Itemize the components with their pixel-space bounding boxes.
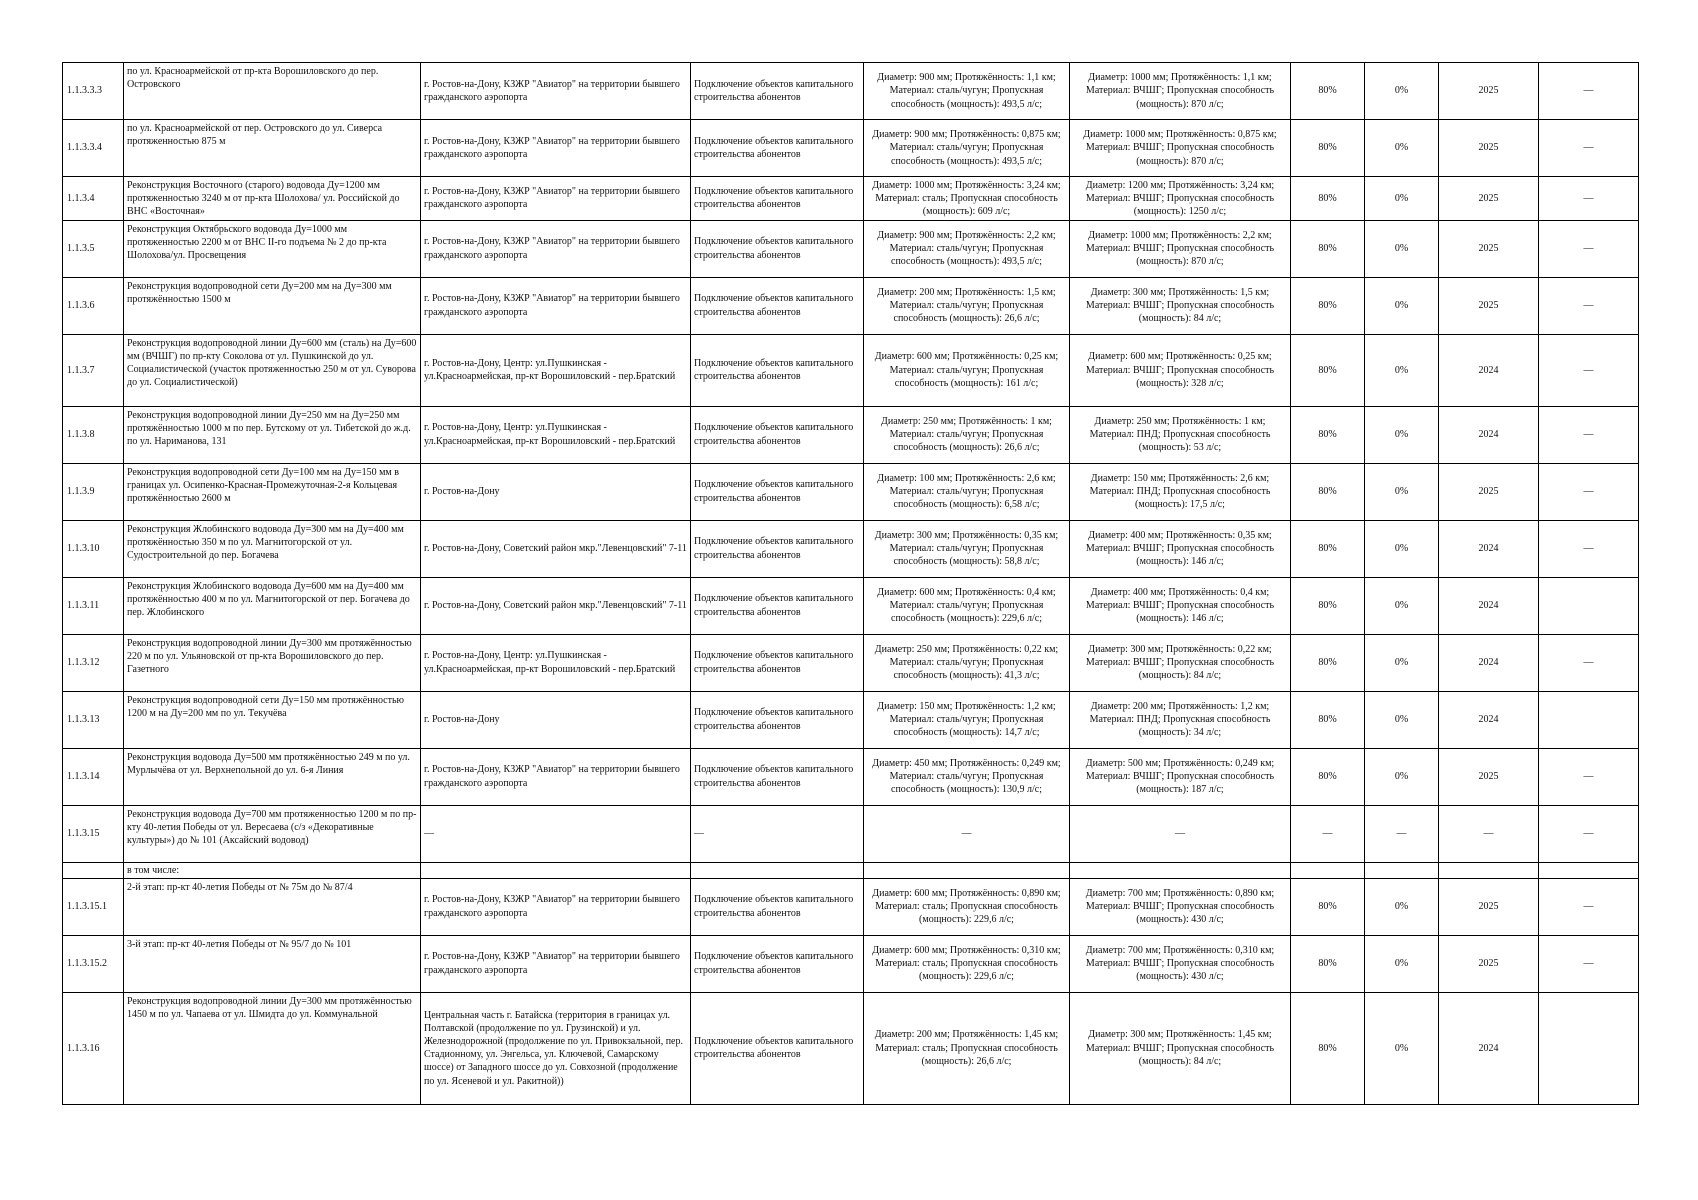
cell-spec-before: Диаметр: 900 мм; Протяжённость: 2,2 км; Материал: сталь/чугун; Пропускная способность (мощность): 493,5 л/с; — [864, 220, 1070, 277]
cell-spec-before: Диаметр: 100 мм; Протяжённость: 2,6 км; Материал: сталь/чугун; Пропускная способность (мощность): 6,58 л/с; — [864, 463, 1070, 520]
cell-row-number: 1.1.3.8 — [63, 406, 124, 463]
cell-year: 2024 — [1439, 634, 1539, 691]
cell-spec-before: Диаметр: 200 мм; Протяжённость: 1,45 км; Материал: сталь; Пропускная способность (мощность): 26,6 л/с; — [864, 992, 1070, 1104]
cell-percent-1: 80% — [1291, 63, 1365, 120]
cell-work-name: Реконструкция водовода Ду=700 мм протяженностью 1200 м по пр-кту 40-летия Победы от ул. Вересаева (с/з «Декоративные культуры») до № 101 (Аксайский водовод) — [124, 805, 421, 862]
cell-year: 2024 — [1439, 334, 1539, 406]
cell-percent-2: 0% — [1365, 992, 1439, 1104]
cell-extra: — — [1539, 463, 1639, 520]
cell-percent-1: 80% — [1291, 120, 1365, 177]
cell-spec-after: Диаметр: 250 мм; Протяжённость: 1 км; Материал: ПНД; Пропускная способность (мощность): 53 л/с; — [1070, 406, 1291, 463]
cell-year — [1439, 862, 1539, 878]
cell-year: 2024 — [1439, 520, 1539, 577]
cell-extra: — — [1539, 177, 1639, 221]
cell-row-number: 1.1.3.14 — [63, 748, 124, 805]
cell-percent-1: 80% — [1291, 520, 1365, 577]
cell-work-name: Реконструкция водопроводной линии Ду=250 мм на Ду=250 мм протяжённостью 1000 м по пер. Бутскому от ул. Тибетской до ж.д. по ул. Нариманова, 131 — [124, 406, 421, 463]
table-row — [63, 520, 1639, 577]
cell-percent-2: 0% — [1365, 520, 1439, 577]
cell-percent-1: 80% — [1291, 406, 1365, 463]
cell-spec-after: Диаметр: 1000 мм; Протяжённость: 1,1 км; Материал: ВЧШГ; Пропускная способность (мощность): 870 л/с; — [1070, 63, 1291, 120]
cell-year: 2024 — [1439, 992, 1539, 1104]
cell-spec-before: Диаметр: 600 мм; Протяжённость: 0,890 км; Материал: сталь; Пропускная способность (мощность): 229,6 л/с; — [864, 878, 1070, 935]
cell-spec-before: Диаметр: 250 мм; Протяжённость: 0,22 км; Материал: сталь/чугун; Пропускная способность (мощность): 41,3 л/с; — [864, 634, 1070, 691]
cell-spec-before: Диаметр: 250 мм; Протяжённость: 1 км; Материал: сталь/чугун; Пропускная способность (мощность): 26,6 л/с; — [864, 406, 1070, 463]
cell-purpose: Подключение объектов капитального строительства абонентов — [691, 878, 864, 935]
table-row — [63, 220, 1639, 277]
cell-location: г. Ростов-на-Дону, КЗЖР "Авиатор" на территории бывшего гражданского аэропорта — [421, 63, 691, 120]
cell-work-name: Реконструкция Октябрьского водовода Ду=1000 мм протяженностью 2200 м от ВНС II-го подъема № 2 до пр-кта Шолохова/ул. Просвещения — [124, 220, 421, 277]
cell-location: Центральная часть г. Батайска (территория в границах ул. Полтавской (продолжение по ул. Грузинской) и ул. Железнодорожной (продолжение по ул. Привокзальной, пер. Стадионному, ул. Энгельса, ул. Ключевой, Самарскому шоссе) от Западного шоссе до ул. Совхозной (продолжение по ул. Ясеневой и ул. Ракитной)) — [421, 992, 691, 1104]
cell-row-number: 1.1.3.9 — [63, 463, 124, 520]
cell-purpose: Подключение объектов капитального строительства абонентов — [691, 992, 864, 1104]
cell-percent-1: 80% — [1291, 334, 1365, 406]
cell-year: 2025 — [1439, 220, 1539, 277]
cell-spec-after: Диаметр: 200 мм; Протяжённость: 1,2 км; Материал: ПНД; Пропускная способность (мощность): 34 л/с; — [1070, 691, 1291, 748]
cell-year: 2025 — [1439, 935, 1539, 992]
cell-purpose: Подключение объектов капитального строительства абонентов — [691, 63, 864, 120]
cell-spec-after: Диаметр: 300 мм; Протяжённость: 1,45 км; Материал: ВЧШГ; Пропускная способность (мощность): 84 л/с; — [1070, 992, 1291, 1104]
cell-row-number: 1.1.3.6 — [63, 277, 124, 334]
cell-spec-after: Диаметр: 300 мм; Протяжённость: 1,5 км; Материал: ВЧШГ; Пропускная способность (мощность): 84 л/с; — [1070, 277, 1291, 334]
cell-row-number: 1.1.3.15 — [63, 805, 124, 862]
cell-year: 2025 — [1439, 120, 1539, 177]
cell-purpose: — — [691, 805, 864, 862]
cell-extra: — — [1539, 805, 1639, 862]
cell-location: г. Ростов-на-Дону, КЗЖР "Авиатор" на территории бывшего гражданского аэропорта — [421, 220, 691, 277]
cell-percent-2: 0% — [1365, 63, 1439, 120]
cell-location — [421, 862, 691, 878]
cell-year: 2024 — [1439, 406, 1539, 463]
cell-row-number: 1.1.3.3.4 — [63, 120, 124, 177]
cell-spec-before: Диаметр: 300 мм; Протяжённость: 0,35 км; Материал: сталь/чугун; Пропускная способность (мощность): 58,8 л/с; — [864, 520, 1070, 577]
cell-location: г. Ростов-на-Дону, КЗЖР "Авиатор" на территории бывшего гражданского аэропорта — [421, 177, 691, 221]
cell-year: 2025 — [1439, 63, 1539, 120]
cell-purpose — [691, 862, 864, 878]
cell-spec-before — [864, 862, 1070, 878]
table-row — [63, 334, 1639, 406]
cell-purpose: Подключение объектов капитального строительства абонентов — [691, 691, 864, 748]
cell-percent-2: 0% — [1365, 935, 1439, 992]
cell-extra: — — [1539, 277, 1639, 334]
cell-row-number: 1.1.3.10 — [63, 520, 124, 577]
cell-year: 2024 — [1439, 577, 1539, 634]
cell-purpose: Подключение объектов капитального строительства абонентов — [691, 334, 864, 406]
cell-year: — — [1439, 805, 1539, 862]
cell-location: — — [421, 805, 691, 862]
cell-work-name: Реконструкция водопроводной линии Ду=300 мм протяжённостью 220 м по ул. Ульяновской от пр-кта Ворошиловского до пер. Газетного — [124, 634, 421, 691]
cell-percent-1: 80% — [1291, 220, 1365, 277]
cell-work-name: по ул. Красноармейской от пер. Островского до ул. Сиверса протяженностью 875 м — [124, 120, 421, 177]
cell-work-name: Реконструкция водовода Ду=500 мм протяжённостью 249 м по ул. Мурлычёва от ул. Верхнепольной до ул. 6-я Линия — [124, 748, 421, 805]
cell-spec-after — [1070, 862, 1291, 878]
cell-spec-after: Диаметр: 1000 мм; Протяжённость: 2,2 км; Материал: ВЧШГ; Пропускная способность (мощность): 870 л/с; — [1070, 220, 1291, 277]
cell-spec-after: Диаметр: 150 мм; Протяжённость: 2,6 км; Материал: ПНД; Пропускная способность (мощность): 17,5 л/с; — [1070, 463, 1291, 520]
cell-purpose: Подключение объектов капитального строительства абонентов — [691, 220, 864, 277]
cell-spec-before: Диаметр: 900 мм; Протяжённость: 1,1 км; Материал: сталь/чугун; Пропускная способность (мощность): 493,5 л/с; — [864, 63, 1070, 120]
cell-percent-2: 0% — [1365, 406, 1439, 463]
cell-work-name: Реконструкция водопроводной сети Ду=150 мм протяжённостью 1200 м на Ду=200 мм по ул. Текучёва — [124, 691, 421, 748]
cell-row-number: 1.1.3.12 — [63, 634, 124, 691]
cell-row-number — [63, 862, 124, 878]
cell-spec-before: Диаметр: 600 мм; Протяжённость: 0,4 км; Материал: сталь/чугун; Пропускная способность (мощность): 229,6 л/с; — [864, 577, 1070, 634]
cell-percent-1: 80% — [1291, 748, 1365, 805]
table-row — [63, 634, 1639, 691]
cell-purpose: Подключение объектов капитального строительства абонентов — [691, 463, 864, 520]
cell-percent-1: 80% — [1291, 577, 1365, 634]
cell-location: г. Ростов-на-Дону — [421, 463, 691, 520]
cell-spec-after: Диаметр: 1200 мм; Протяжённость: 3,24 км; Материал: ВЧШГ; Пропускная способность (мощность): 1250 л/с; — [1070, 177, 1291, 221]
cell-percent-2: 0% — [1365, 277, 1439, 334]
cell-purpose: Подключение объектов капитального строительства абонентов — [691, 277, 864, 334]
cell-location: г. Ростов-на-Дону, Центр: ул.Пушкинская - ул.Красноармейская, пр-кт Ворошиловский - пер.Братский — [421, 406, 691, 463]
cell-year: 2025 — [1439, 878, 1539, 935]
cell-extra: — — [1539, 935, 1639, 992]
cell-percent-1: 80% — [1291, 992, 1365, 1104]
cell-extra — [1539, 577, 1639, 634]
cell-percent-2: 0% — [1365, 634, 1439, 691]
cell-location: г. Ростов-на-Дону, Центр: ул.Пушкинская - ул.Красноармейская, пр-кт Ворошиловский - пер.Братский — [421, 334, 691, 406]
cell-purpose: Подключение объектов капитального строительства абонентов — [691, 520, 864, 577]
cell-year: 2025 — [1439, 277, 1539, 334]
cell-row-number: 1.1.3.15.2 — [63, 935, 124, 992]
cell-spec-before: Диаметр: 1000 мм; Протяжённость: 3,24 км; Материал: сталь; Пропускная способность (мощность): 609 л/с; — [864, 177, 1070, 221]
cell-percent-2: 0% — [1365, 334, 1439, 406]
table-row — [63, 277, 1639, 334]
cell-location: г. Ростов-на-Дону, КЗЖР "Авиатор" на территории бывшего гражданского аэропорта — [421, 878, 691, 935]
cell-percent-2: 0% — [1365, 748, 1439, 805]
cell-extra: — — [1539, 878, 1639, 935]
cell-location: г. Ростов-на-Дону, КЗЖР "Авиатор" на территории бывшего гражданского аэропорта — [421, 120, 691, 177]
cell-percent-2: 0% — [1365, 691, 1439, 748]
cell-percent-1: 80% — [1291, 935, 1365, 992]
cell-work-name: Реконструкция Восточного (старого) водовода Ду=1200 мм протяженностью 3240 м от пр-кта Шолохова/ ул. Российской до ВНС «Восточная» — [124, 177, 421, 221]
cell-work-name: 3-й этап: пр-кт 40-летия Победы от № 95/7 до № 101 — [124, 935, 421, 992]
cell-spec-after: Диаметр: 700 мм; Протяжённость: 0,890 км; Материал: ВЧШГ; Пропускная способность (мощность): 430 л/с; — [1070, 878, 1291, 935]
cell-extra: — — [1539, 634, 1639, 691]
table-row — [63, 748, 1639, 805]
cell-spec-before: Диаметр: 900 мм; Протяжённость: 0,875 км; Материал: сталь/чугун; Пропускная способность (мощность): 493,5 л/с; — [864, 120, 1070, 177]
cell-percent-1: 80% — [1291, 463, 1365, 520]
cell-purpose: Подключение объектов капитального строительства абонентов — [691, 577, 864, 634]
cell-extra: — — [1539, 63, 1639, 120]
cell-purpose: Подключение объектов капитального строительства абонентов — [691, 177, 864, 221]
table-body — [63, 63, 1639, 1105]
cell-work-name: 2-й этап: пр-кт 40-летия Победы от № 75м до № 87/4 — [124, 878, 421, 935]
cell-percent-2: 0% — [1365, 220, 1439, 277]
cell-work-name: по ул. Красноармейской от пр-кта Ворошиловского до пер. Островского — [124, 63, 421, 120]
cell-row-number: 1.1.3.3.3 — [63, 63, 124, 120]
cell-spec-before: — — [864, 805, 1070, 862]
cell-work-name: Реконструкция водопроводной линии Ду=300 мм протяжённостью 1450 м по ул. Чапаева от ул. Шмидта до ул. Коммунальной — [124, 992, 421, 1104]
cell-extra: — — [1539, 220, 1639, 277]
cell-year: 2025 — [1439, 748, 1539, 805]
table-row — [63, 992, 1639, 1104]
cell-percent-1: 80% — [1291, 277, 1365, 334]
cell-purpose: Подключение объектов капитального строительства абонентов — [691, 748, 864, 805]
cell-spec-before: Диаметр: 200 мм; Протяжённость: 1,5 км; Материал: сталь/чугун; Пропускная способность (мощность): 26,6 л/с; — [864, 277, 1070, 334]
table-row — [63, 177, 1639, 221]
table-row — [63, 878, 1639, 935]
cell-extra: — — [1539, 748, 1639, 805]
cell-purpose: Подключение объектов капитального строительства абонентов — [691, 120, 864, 177]
cell-spec-before: Диаметр: 600 мм; Протяжённость: 0,310 км; Материал: сталь; Пропускная способность (мощность): 229,6 л/с; — [864, 935, 1070, 992]
cell-percent-1: 80% — [1291, 177, 1365, 221]
cell-work-name: Реконструкция водопроводной линии Ду=600 мм (сталь) на Ду=600 мм (ВЧШГ) по пр-кту Соколова от ул. Пушкинской до ул. Социалистической (участок протяженностью 250 м от ул. Суворова до ул. Социалистической) — [124, 334, 421, 406]
cell-percent-2: — — [1365, 805, 1439, 862]
cell-row-number: 1.1.3.4 — [63, 177, 124, 221]
cell-spec-before: Диаметр: 600 мм; Протяжённость: 0,25 км; Материал: сталь/чугун; Пропускная способность (мощность): 161 л/с; — [864, 334, 1070, 406]
cell-spec-before: Диаметр: 450 мм; Протяжённость: 0,249 км; Материал: сталь/чугун; Пропускная способность (мощность): 130,9 л/с; — [864, 748, 1070, 805]
cell-location: г. Ростов-на-Дону, КЗЖР "Авиатор" на территории бывшего гражданского аэропорта — [421, 277, 691, 334]
table-row — [63, 577, 1639, 634]
cell-location: г. Ростов-на-Дону, Центр: ул.Пушкинская - ул.Красноармейская, пр-кт Ворошиловский - пер.Братский — [421, 634, 691, 691]
cell-spec-before: Диаметр: 150 мм; Протяжённость: 1,2 км; Материал: сталь/чугун; Пропускная способность (мощность): 14,7 л/с; — [864, 691, 1070, 748]
table-row — [63, 862, 1639, 878]
cell-percent-2: 0% — [1365, 878, 1439, 935]
cell-location: г. Ростов-на-Дону — [421, 691, 691, 748]
cell-percent-1: 80% — [1291, 878, 1365, 935]
cell-extra: — — [1539, 520, 1639, 577]
works-table — [62, 62, 1639, 1105]
cell-extra — [1539, 691, 1639, 748]
cell-extra: — — [1539, 120, 1639, 177]
cell-work-name: Реконструкция Жлобинского водовода Ду=300 мм на Ду=400 мм протяжённостью 350 м по ул. Магнитогорской от ул. Судостроительной до пер. Богачева — [124, 520, 421, 577]
cell-location: г. Ростов-на-Дону, Советский район мкр."Левенцовский" 7-11 — [421, 577, 691, 634]
cell-work-name: Реконструкция Жлобинского водовода Ду=600 мм на Ду=400 мм протяжённостью 400 м по ул. Магнитогорской от пер. Богачева до пер. Жлобинского — [124, 577, 421, 634]
cell-extra: — — [1539, 334, 1639, 406]
table-row — [63, 406, 1639, 463]
cell-percent-2: 0% — [1365, 577, 1439, 634]
cell-spec-after: Диаметр: 700 мм; Протяжённость: 0,310 км; Материал: ВЧШГ; Пропускная способность (мощность): 430 л/с; — [1070, 935, 1291, 992]
cell-row-number: 1.1.3.16 — [63, 992, 124, 1104]
table-row — [63, 63, 1639, 120]
table-row — [63, 691, 1639, 748]
cell-spec-after: Диаметр: 400 мм; Протяжённость: 0,35 км; Материал: ВЧШГ; Пропускная способность (мощность): 146 л/с; — [1070, 520, 1291, 577]
cell-percent-1: 80% — [1291, 691, 1365, 748]
table-row — [63, 120, 1639, 177]
table-row — [63, 463, 1639, 520]
cell-extra — [1539, 862, 1639, 878]
cell-location: г. Ростов-на-Дону, КЗЖР "Авиатор" на территории бывшего гражданского аэропорта — [421, 748, 691, 805]
cell-extra: — — [1539, 406, 1639, 463]
cell-percent-2: 0% — [1365, 463, 1439, 520]
cell-year: 2025 — [1439, 463, 1539, 520]
cell-spec-after: Диаметр: 300 мм; Протяжённость: 0,22 км; Материал: ВЧШГ; Пропускная способность (мощность): 84 л/с; — [1070, 634, 1291, 691]
cell-percent-2: 0% — [1365, 177, 1439, 221]
cell-percent-2 — [1365, 862, 1439, 878]
cell-row-number: 1.1.3.7 — [63, 334, 124, 406]
cell-work-name: Реконструкция водопроводной сети Ду=200 мм на Ду=300 мм протяжённостью 1500 м — [124, 277, 421, 334]
cell-row-number: 1.1.3.5 — [63, 220, 124, 277]
cell-year: 2025 — [1439, 177, 1539, 221]
table-row — [63, 935, 1639, 992]
cell-row-number: 1.1.3.15.1 — [63, 878, 124, 935]
cell-location: г. Ростов-на-Дону, КЗЖР "Авиатор" на территории бывшего гражданского аэропорта — [421, 935, 691, 992]
cell-purpose: Подключение объектов капитального строительства абонентов — [691, 406, 864, 463]
cell-percent-1: — — [1291, 805, 1365, 862]
cell-spec-after: Диаметр: 600 мм; Протяжённость: 0,25 км; Материал: ВЧШГ; Пропускная способность (мощность): 328 л/с; — [1070, 334, 1291, 406]
cell-extra — [1539, 992, 1639, 1104]
cell-spec-after: Диаметр: 400 мм; Протяжённость: 0,4 км; Материал: ВЧШГ; Пропускная способность (мощность): 146 л/с; — [1070, 577, 1291, 634]
cell-spec-after: Диаметр: 500 мм; Протяжённость: 0,249 км; Материал: ВЧШГ; Пропускная способность (мощность): 187 л/с; — [1070, 748, 1291, 805]
cell-row-number: 1.1.3.13 — [63, 691, 124, 748]
cell-purpose: Подключение объектов капитального строительства абонентов — [691, 935, 864, 992]
cell-percent-1: 80% — [1291, 634, 1365, 691]
cell-work-name: Реконструкция водопроводной сети Ду=100 мм на Ду=150 мм в границах ул. Осипенко-Красная-Промежуточная-2-я Кольцевая протяжённостью 2600 м — [124, 463, 421, 520]
cell-spec-after: Диаметр: 1000 мм; Протяжённость: 0,875 км; Материал: ВЧШГ; Пропускная способность (мощность): 870 л/с; — [1070, 120, 1291, 177]
table-row — [63, 805, 1639, 862]
cell-work-name: в том числе: — [124, 862, 421, 878]
cell-spec-after: — — [1070, 805, 1291, 862]
cell-year: 2024 — [1439, 691, 1539, 748]
cell-percent-1 — [1291, 862, 1365, 878]
cell-row-number: 1.1.3.11 — [63, 577, 124, 634]
cell-purpose: Подключение объектов капитального строительства абонентов — [691, 634, 864, 691]
cell-percent-2: 0% — [1365, 120, 1439, 177]
cell-location: г. Ростов-на-Дону, Советский район мкр."Левенцовский" 7-11 — [421, 520, 691, 577]
